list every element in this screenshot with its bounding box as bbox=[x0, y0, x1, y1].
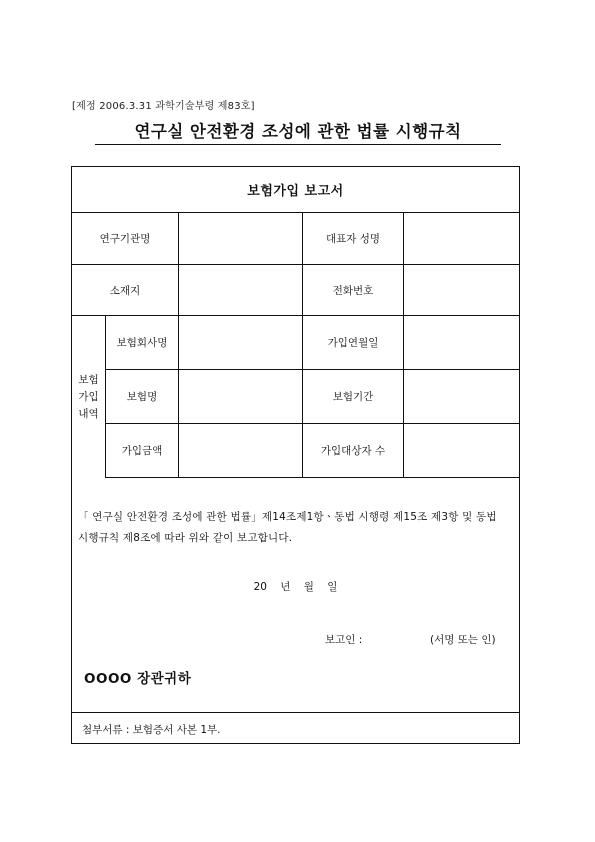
declaration-line-1: 「 연구실 안전환경 조성에 관한 법률」제14조제1항ㆍ동법 시행령 제15조 제3항 및 동법 bbox=[78, 511, 497, 523]
attachments-row bbox=[72, 712, 519, 745]
org-row bbox=[72, 213, 519, 265]
insurance-report-form bbox=[71, 166, 520, 744]
form-title: 보험가입 보고서 bbox=[72, 167, 519, 213]
amount-field[interactable] bbox=[178, 424, 302, 477]
insurer-field[interactable] bbox=[178, 316, 302, 369]
policy-name-label: 보험명 bbox=[126, 391, 158, 403]
org-name-field[interactable] bbox=[178, 213, 302, 264]
period-label: 보험기간 bbox=[302, 370, 403, 423]
address-field[interactable] bbox=[178, 265, 302, 315]
insured-count-field[interactable] bbox=[403, 424, 521, 477]
address-row bbox=[72, 265, 519, 316]
signature-note: (서명 또는 인) bbox=[430, 634, 496, 646]
join-date-field[interactable] bbox=[403, 316, 521, 369]
representative-label: 대표자 성명 bbox=[302, 213, 403, 264]
phone-label: 전화번호 bbox=[302, 265, 403, 315]
representative-field[interactable] bbox=[403, 213, 521, 264]
insured-count-label: 가입대상자 수 bbox=[302, 424, 403, 477]
group-label-line-3: 내역 bbox=[78, 407, 99, 420]
declaration-text bbox=[78, 507, 514, 549]
amendment-note: [제정 2006.3.31 과학기술부령 제83호] bbox=[72, 101, 255, 112]
addressee: OOOO 장관귀하 bbox=[84, 671, 192, 687]
law-title: 연구실 안전환경 조성에 관한 법률 시행규칙 bbox=[134, 122, 462, 141]
title-underline bbox=[95, 144, 501, 145]
insurer-row bbox=[106, 316, 519, 370]
report-date[interactable]: 20 년 월 일 bbox=[253, 581, 338, 593]
attachments-text: 첨부서류 : 보험증서 사본 1부. bbox=[82, 723, 221, 736]
group-label-line-2: 가입 bbox=[78, 390, 99, 403]
period-field[interactable] bbox=[403, 370, 521, 423]
declaration-line-2: 시행규칙 제8조에 따라 위와 같이 보고합니다. bbox=[78, 532, 293, 544]
insurer-label: 보험회사명 bbox=[116, 337, 168, 349]
amount-label: 가입금액 bbox=[121, 445, 163, 457]
address-label: 소재지 bbox=[109, 284, 141, 297]
amount-row bbox=[106, 424, 519, 478]
group-label-line-1: 보험 bbox=[78, 373, 99, 386]
join-date-label: 가입연월일 bbox=[302, 316, 403, 369]
policy-row bbox=[106, 370, 519, 424]
org-name-label: 연구기관명 bbox=[99, 233, 151, 245]
reporter-label: 보고인 : bbox=[325, 634, 363, 646]
policy-name-field[interactable] bbox=[178, 370, 302, 423]
phone-field[interactable] bbox=[403, 265, 521, 315]
insurance-details-group-label bbox=[72, 316, 106, 478]
